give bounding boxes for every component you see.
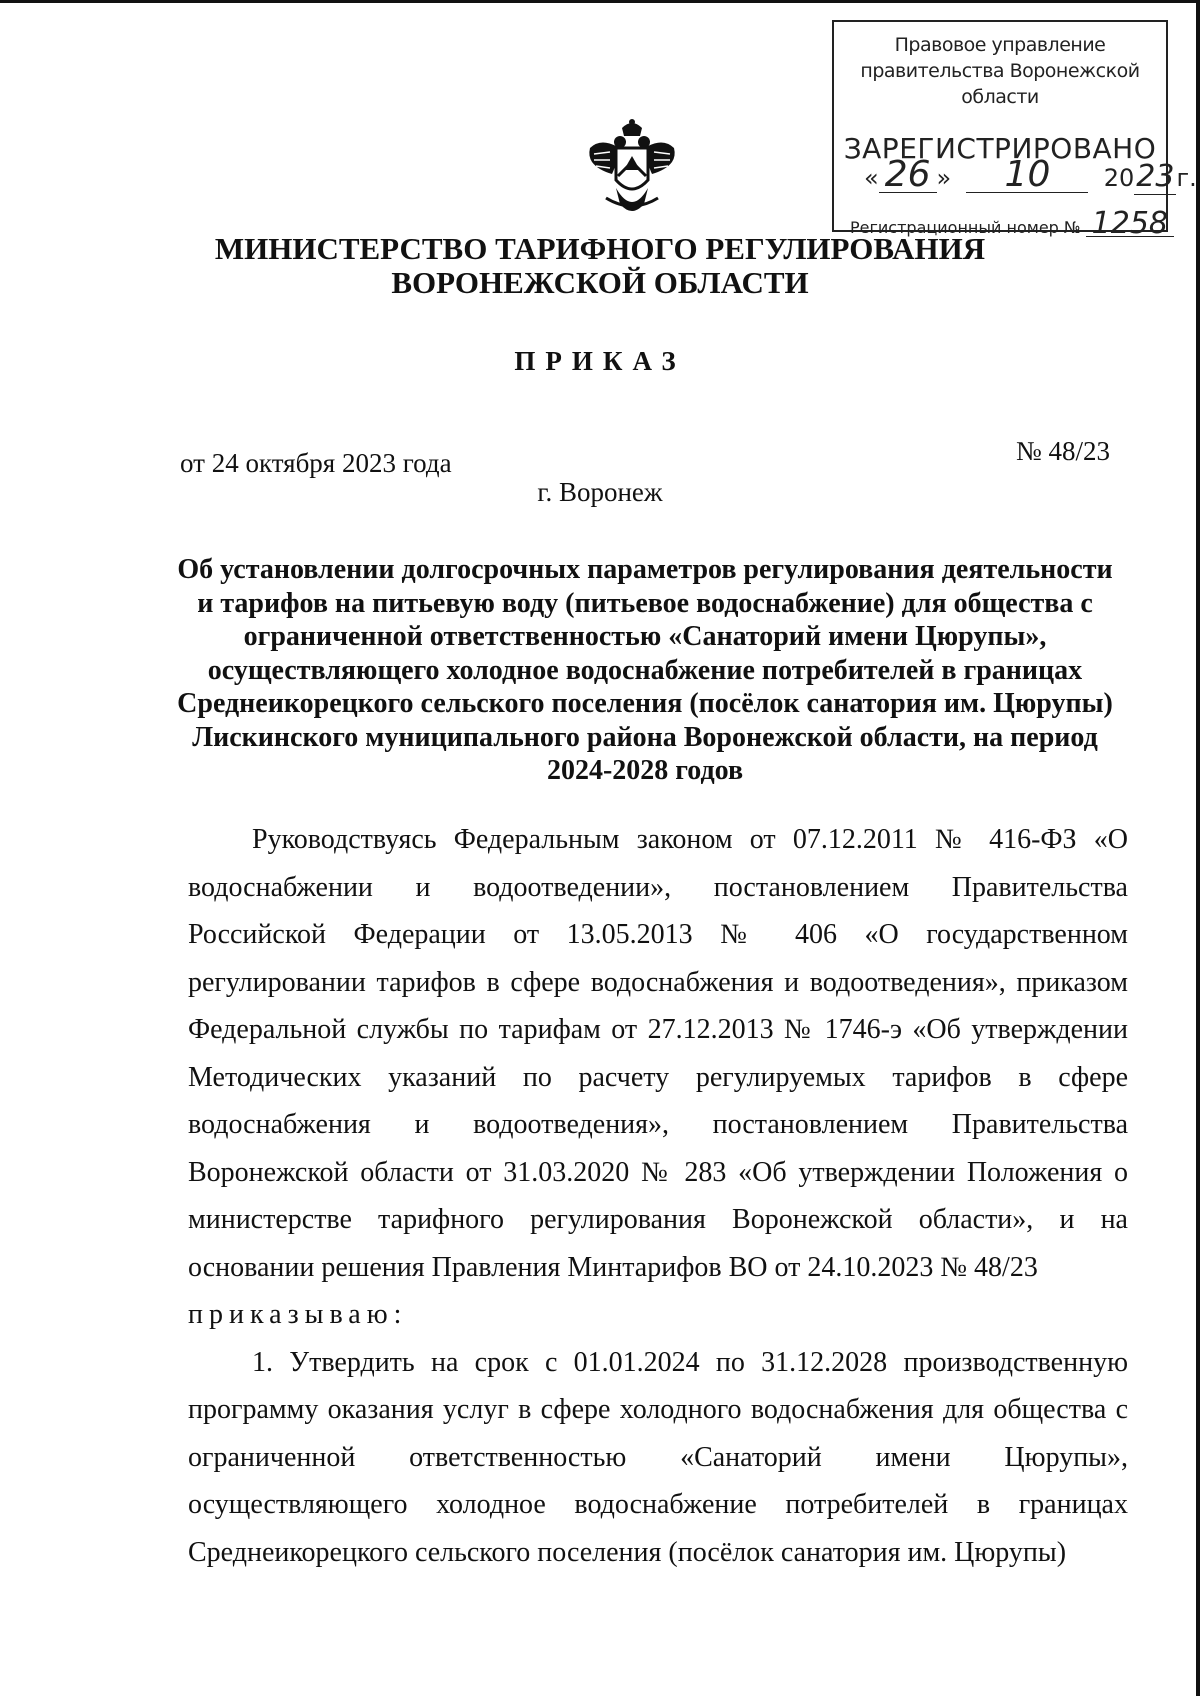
order-number: № 48/23 — [1016, 436, 1111, 466]
stamp-number-label: Регистрационный номер № — [850, 218, 1081, 237]
stamp-day: 26 — [879, 158, 937, 193]
order-subject: Об установлении долгосрочных параметров регулирования деятельности и тарифов на питьевую воду (питьевое водоснабжение) для общества с ограниченной ответственностью «Санаторий имени Цюрупы», осуществляющего холодное водоснабжение потребителей в границах Среднеикорецкого сельского поселения (посёлок санатория им. Цюрупы) Лискинского муниципального района Воронежской области, на период 2024-2028 годов — [177, 554, 1113, 786]
voronezh-coat-of-arms-icon — [586, 118, 678, 220]
stamp-year-suffix: 23 — [1136, 159, 1175, 194]
stamp-date: « 26 » 10 2023г. — [864, 154, 1197, 195]
orders-word: приказываю: — [188, 1299, 408, 1330]
item-1-paragraph: 1. Утвердить на срок с 01.01.2024 по 31.12.2028 производственную программу оказания услуг в сфере холодного водоснабжения для общества с ограниченной ответственностью «Санаторий имени Цюрупы», осуществляющего холодное водоснабжение потребителей в границах Среднеикорецкого сельского поселения (посёлок санатория им. Цюрупы) — [188, 1346, 1128, 1568]
stamp-month: 10 — [966, 158, 1088, 193]
registration-stamp — [832, 20, 1197, 241]
order-body — [188, 816, 1128, 1576]
ministry-name-line1: МИНИСТЕРСТВО ТАРИФНОГО РЕГУЛИРОВАНИЯ — [214, 231, 986, 266]
stamp-department: Правовое управление правительства Воронежской области — [860, 34, 1140, 108]
page-edge-top — [0, 0, 1200, 3]
order-city: г. Воронеж — [537, 477, 663, 507]
preamble-paragraph: Руководствуясь Федеральным законом от 07.12.2011 № 416-ФЗ «О водоснабжении и водоотведении», постановлением Правительства Российской Федерации от 13.05.2013 № 406 «О государственном регулировании тарифов в сфере водоснабжения и водоотведения», приказом Федеральной службы по тарифам от 27.12.2013 № 1746-э «Об утверждении Методических указаний по расчету регулируемых тарифов в сфере водоснабжения и водоотведения», постановлением Правительства Воронежской области от 31.03.2020 № 283 «Об утверждении Положения о министерстве тарифного регулирования Воронежской области», и на основании решения Правления Минтарифов ВО от 24.10.2023 № 48/23 — [188, 824, 1128, 1283]
stamp-number: 1258 — [1086, 212, 1174, 237]
stamp-registered: ЗАРЕГИСТРИРОВАНО — [843, 132, 1157, 165]
order-date: от 24 октября 2023 года — [180, 448, 452, 478]
order-title: ПРИКАЗ — [514, 346, 686, 376]
ministry-name-line2: ВОРОНЕЖСКОЙ ОБЛАСТИ — [391, 265, 809, 300]
stamp-year-prefix: 20 — [1103, 164, 1135, 192]
